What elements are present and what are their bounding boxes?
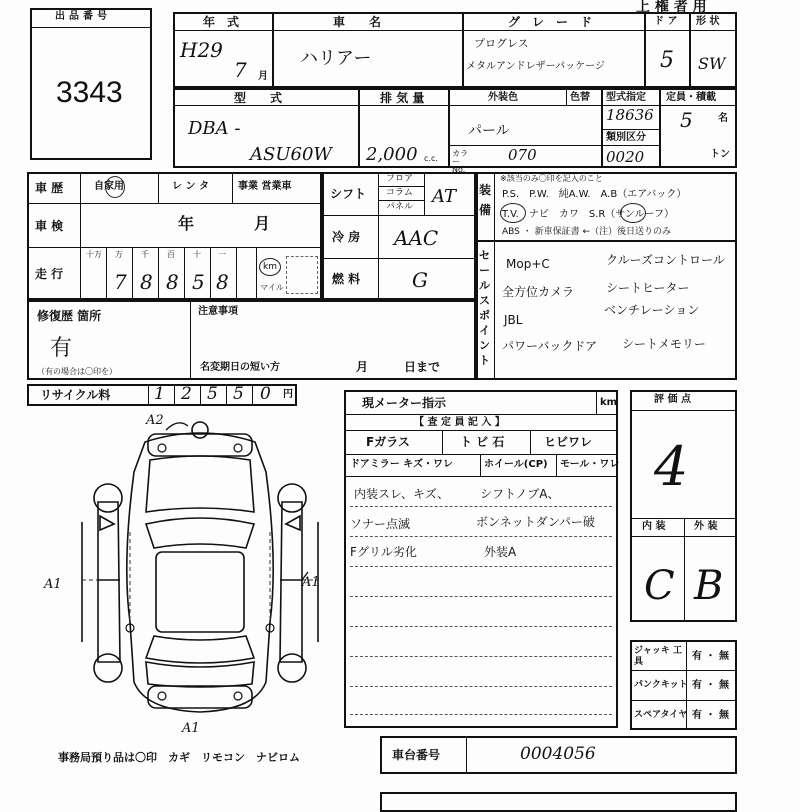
color-change-label: 色替 <box>570 92 590 103</box>
shift-label: シフト <box>330 187 367 201</box>
note-rule <box>350 536 612 537</box>
month-unit: 月 <box>258 71 268 82</box>
capacity-label: 定員・積載 <box>666 92 716 103</box>
history-label: 車 歴 <box>35 181 64 195</box>
inspector-line <box>344 430 618 431</box>
mileage-div <box>236 247 237 300</box>
sales-item: Mop+C <box>506 257 550 271</box>
sales-item: クルーズコントロール <box>606 253 725 267</box>
fuel-value: G <box>412 268 428 292</box>
grade-label: グ レ ー ド <box>508 15 593 29</box>
equipment-line-1: P.S. P.W. 純A.W. A.B（エアバック） <box>502 189 687 200</box>
wheel-front-right <box>278 484 306 512</box>
capacity-unit: 名 <box>718 113 728 124</box>
row2-div <box>448 88 450 168</box>
evaluation-line <box>630 410 737 411</box>
note-rule <box>350 714 612 715</box>
wheel-label: ホイール(CP) <box>484 459 548 470</box>
repair-div <box>190 300 191 380</box>
right-mirror <box>286 516 300 530</box>
inspector-note: ボンネットダンパー破 <box>476 515 595 529</box>
puncture-yesno: 有 ・ 無 <box>692 680 729 691</box>
recycle-digit: 0 <box>260 384 271 404</box>
history-business: 事業 営業車 <box>238 181 292 192</box>
history-rental: レ ン タ <box>172 181 209 192</box>
damage-label-a1-left: A1 <box>44 577 62 592</box>
year-label: 年 式 <box>203 15 240 29</box>
interior-label: 内 装 <box>642 521 666 532</box>
ext-color-label: 外装色 <box>488 92 518 103</box>
deadline-day: 日まで <box>404 360 441 374</box>
meter-unit: km <box>600 397 618 408</box>
wheel-front-left <box>94 484 122 512</box>
sales-item: パワーバックドア <box>502 339 598 353</box>
equipment-circle <box>620 203 646 223</box>
shift-column: コラム <box>386 188 413 198</box>
recycle-digit: 2 <box>181 384 192 404</box>
recycle-digit: 1 <box>154 384 165 404</box>
top-note: 上 権 者 用 <box>636 0 707 15</box>
inspector-line <box>344 476 618 477</box>
chassis-label: 車台番号 <box>392 748 441 762</box>
shape-value: SW <box>698 54 726 73</box>
history-private: 自家用 <box>94 181 124 192</box>
f-glass-label: Fガラス <box>366 435 410 449</box>
jack-label: ジャッキ 工具 <box>634 646 682 667</box>
shift-floor: フロア <box>386 174 414 184</box>
row2-model-line <box>601 129 659 130</box>
equipment-label: 装 備 <box>479 183 492 217</box>
inspector-line <box>344 454 618 455</box>
wheel-rear-right <box>278 654 306 682</box>
accessory-line <box>630 670 737 671</box>
evaluation-label: 評 価 点 <box>654 394 691 405</box>
hood <box>146 456 254 512</box>
car-diagram <box>70 412 330 732</box>
rear-window <box>146 636 254 663</box>
sales-item: 全方位カメラ <box>502 285 575 299</box>
row1-header-line <box>173 30 737 31</box>
mileage-digit: 8 <box>140 270 153 294</box>
note-rule <box>350 656 612 657</box>
repair-note: （有の場合は〇印を） <box>37 367 117 376</box>
mile-label: マイル <box>260 283 284 292</box>
ton-unit: トン <box>710 149 730 160</box>
km-label: km <box>263 262 277 272</box>
shift-line <box>322 258 476 259</box>
note-rule <box>350 506 612 507</box>
inspector-div <box>530 430 531 454</box>
model-spec-label: 型式指定 <box>606 92 646 103</box>
recycle-div <box>226 384 227 406</box>
recycle-digit: 5 <box>233 384 244 404</box>
shift-div <box>424 172 425 215</box>
mileage-div <box>106 247 107 300</box>
digit-head: 十万 <box>86 250 102 259</box>
left-mirror <box>100 516 114 530</box>
type-value-2: ASU60W <box>250 144 332 165</box>
chassis-value: 0004056 <box>520 744 596 764</box>
color-no-value: 070 <box>508 146 537 164</box>
roof <box>156 552 244 632</box>
shift-opt-line <box>378 200 424 201</box>
meter-label: 現メーター指示 <box>362 396 447 410</box>
lot-label: 出品番号 <box>55 11 111 22</box>
inspection-year-unit: 年 <box>178 214 195 233</box>
equipment-line-3: ABS ・ 新車保証書 ←（注）後日送りのみ <box>502 227 672 237</box>
inspection-label: 車 検 <box>35 219 64 233</box>
deadline-month: 月 <box>356 360 369 374</box>
car-name-label: 車 名 <box>333 15 382 29</box>
mileage-div <box>210 247 211 300</box>
shape-label: 形 状 <box>696 16 720 27</box>
spare-tire <box>192 422 208 438</box>
row2-div <box>659 88 661 168</box>
mileage-div <box>256 247 257 300</box>
meter-line <box>344 414 618 415</box>
recycle-div <box>200 384 201 406</box>
repair-value: 有 <box>50 336 73 361</box>
history-line <box>27 203 322 204</box>
recycle-div <box>148 384 149 406</box>
car-name-value: ハリアー <box>300 48 372 69</box>
equipment-line-2: T.V. ナビ カワ S.R（サンルーフ） <box>502 209 675 220</box>
row1-div <box>462 12 464 88</box>
damage-label-a1-bottom: A1 <box>182 721 200 736</box>
row1-div <box>272 12 274 88</box>
equipment-line <box>476 240 737 242</box>
attention-label: 注意事項 <box>198 306 238 317</box>
evaluation-div <box>684 518 685 622</box>
interior-score: C <box>644 563 675 609</box>
meter-div <box>596 390 597 414</box>
inspector-div <box>442 430 443 454</box>
mileage-digit: 7 <box>114 270 127 294</box>
mileage-digit: 8 <box>166 270 179 294</box>
history-circle <box>105 176 125 198</box>
evaluation-score: 4 <box>654 435 689 498</box>
inspector-note: 外装A <box>484 545 517 559</box>
type-label: 型 式 <box>234 91 283 105</box>
repair-label: 修復歴 箇所 <box>37 309 102 323</box>
recycle-div <box>252 384 253 406</box>
recycle-div <box>174 384 175 406</box>
note-rule <box>350 566 612 567</box>
lot-divider <box>30 27 152 28</box>
grade-value-2: メタルアンドレザーパッケージ <box>466 61 605 72</box>
displacement-unit: c.c. <box>424 154 438 163</box>
mileage-div <box>184 247 185 300</box>
displacement-value: 2,000 <box>366 144 418 165</box>
damage-label-a1-right: A1 <box>302 575 320 590</box>
trunk <box>146 662 254 687</box>
month-value: 7 <box>234 58 247 82</box>
damage-marker-a2 <box>166 423 188 430</box>
color-value: パール <box>468 123 510 139</box>
door-value: 5 <box>660 48 674 73</box>
jack-yesno: 有 ・ 無 <box>692 651 729 662</box>
inspector-note: 内装スレ、キズ、 <box>354 487 450 501</box>
row1-div <box>689 12 691 88</box>
exterior-label: 外 装 <box>694 521 718 532</box>
lot-number: 3343 <box>56 76 123 109</box>
damage-label-a2: A2 <box>146 413 164 428</box>
digit-head: 万 <box>115 250 123 259</box>
puncture-label: パンクキット <box>634 680 688 690</box>
history-div <box>80 172 81 300</box>
equipment-div <box>494 172 495 380</box>
sales-label: セールスポイント <box>479 249 490 367</box>
deadline-label: 名変期日の短い方 <box>200 362 280 373</box>
sales-item: シートメモリー <box>622 337 706 351</box>
note-rule <box>350 626 612 627</box>
bottom-block <box>380 792 737 812</box>
shift-panel: パネル <box>386 202 414 212</box>
equipment-circle <box>500 203 526 223</box>
digit-head: 百 <box>167 250 175 259</box>
row2-div <box>566 88 567 105</box>
row2-class-line <box>601 145 659 146</box>
shift-line <box>322 215 476 216</box>
inspector-note: シフトノブA、 <box>480 487 560 501</box>
sales-item: シートヒーター <box>606 281 690 295</box>
mileage-digit: 8 <box>216 270 229 294</box>
recycle-unit: 円 <box>283 389 293 400</box>
mileage-digit: 5 <box>192 270 205 294</box>
history-div <box>232 172 233 203</box>
shift-div <box>378 172 379 300</box>
class-label: 類別区分 <box>606 132 646 143</box>
digit-head: 千 <box>141 250 149 259</box>
chip-label: ト ビ 石 <box>460 435 505 449</box>
spare-yesno: 有 ・ 無 <box>692 710 729 721</box>
fuel-label: 燃 料 <box>332 272 361 286</box>
shift-value: AT <box>432 186 457 207</box>
year-value: H29 <box>180 38 223 62</box>
mileage-stamp-box <box>286 256 318 294</box>
row2-div <box>601 88 603 168</box>
displacement-label: 排 気 量 <box>380 91 425 105</box>
mall-label: モール・ワレ <box>560 459 620 470</box>
inspector-note: ソナー点滅 <box>350 517 411 531</box>
recycle-digit: 5 <box>207 384 218 404</box>
accessory-line <box>630 700 737 701</box>
type-value-1: DBA - <box>188 118 241 139</box>
door-label: ド ア <box>654 16 678 27</box>
spare-label: スペアタイヤ <box>634 710 688 720</box>
note-rule <box>350 686 612 687</box>
inspector-note: Fグリル劣化 <box>350 545 417 559</box>
history-line <box>27 247 322 248</box>
capacity-value: 5 <box>680 108 693 132</box>
inspector-div <box>480 454 481 476</box>
ac-label: 冷 房 <box>332 230 361 244</box>
shift-opt-line <box>378 186 424 187</box>
mileage-div <box>132 247 133 300</box>
history-div <box>158 172 159 203</box>
rear-bumper <box>148 686 252 708</box>
grade-value-1: プログレス <box>474 37 529 50</box>
row1-div <box>644 12 646 88</box>
note-rule <box>350 596 612 597</box>
chassis-div <box>466 736 467 774</box>
equipment-header: ※該当のみ〇印を記入のこと <box>500 174 603 183</box>
color-no-label: カラー No. <box>452 149 468 174</box>
office-note: 事務局預り品は〇印 カギ リモコン ナビロム <box>58 751 300 764</box>
wheel-rear-left <box>94 654 122 682</box>
model-spec-value: 18636 <box>606 106 654 124</box>
windshield <box>146 518 254 548</box>
mileage-div <box>158 247 159 300</box>
exterior-score: B <box>694 563 724 609</box>
hibi-label: ヒビワレ <box>544 435 593 449</box>
sales-item: JBL <box>504 313 523 327</box>
mileage-label: 走 行 <box>35 267 64 281</box>
inspector-title: 【 査 定 員 記 入 】 <box>414 417 505 428</box>
inspector-div <box>556 454 557 476</box>
recycle-label: リサイクル料 <box>40 388 111 402</box>
digit-head: 十 <box>193 250 201 259</box>
inspection-month-unit: 月 <box>254 214 271 233</box>
digit-head: 一 <box>218 250 226 259</box>
mirror-label: ドアミラー キズ・ワレ <box>350 459 453 470</box>
row2-div <box>358 88 360 168</box>
ac-value: AAC <box>394 226 439 250</box>
sales-item: ベンチレーション <box>604 303 700 317</box>
class-value: 0020 <box>606 148 645 166</box>
